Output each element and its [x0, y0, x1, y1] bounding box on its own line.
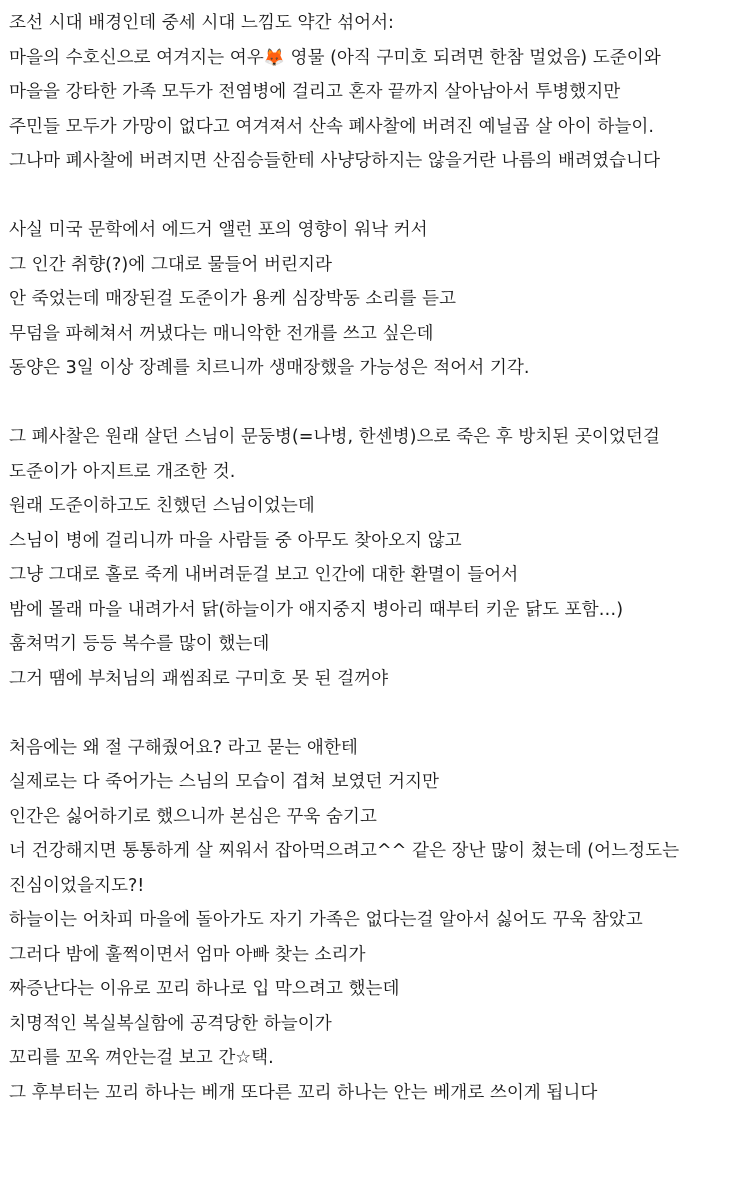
- text-line: 그 폐사찰은 원래 살던 스님이 문둥병(=나병, 한센병)으로 죽은 후 방치된 곳이었던걸: [9, 427, 660, 447]
- paragraph-gap: [9, 386, 741, 421]
- text-line: 동양은 3일 이상 장례를 치르니까 생매장했을 가능성은 적어서 기각.: [9, 358, 530, 378]
- text-line: 진심이었을지도?!: [9, 875, 145, 896]
- text-line: 너 건강해지면 통통하게 살 찌워서 잡아먹으려고^^ 같은 장난 많이 쳤는데 (어느정도는: [9, 841, 680, 861]
- text-line: 인간은 싫어하기로 했으니까 본심은 꾸욱 숨기고: [9, 806, 377, 827]
- text-line: 원래 도준이하고도 친했던 스님이었는데: [9, 496, 315, 516]
- text-line: 훔쳐먹기 등등 복수를 많이 했는데: [9, 634, 270, 654]
- text-line: 그거 땜에 부처님의 괘씸죄로 구미호 못 된 걸꺼야: [9, 668, 389, 689]
- text-line: 그 후부터는 꼬리 하나는 베개 또다른 꼬리 하나는 안는 베개로 쓰이게 됩니다: [9, 1082, 598, 1103]
- text-line: 그나마 폐사찰에 버려지면 산짐승들한테 사냥당하지는 않을거란 나름의 배려였습니다: [9, 151, 660, 171]
- text-line: 처음에는 왜 절 구해줬어요? 라고 묻는 애한테: [9, 737, 358, 758]
- text-line: 실제로는 다 죽어가는 스님의 모습이 겹쳐 보였던 거지만: [9, 772, 440, 792]
- fox-icon: 🦊: [263, 47, 285, 68]
- text-line: 조선 시대 배경인데 중세 시대 느낌도 약간 섞어서:: [9, 13, 394, 33]
- text-line: 짜증난다는 이유로 꼬리 하나로 입 막으려고 했는데: [9, 979, 400, 999]
- paragraph-gap: [9, 696, 741, 731]
- text-line: 하늘이는 어차피 마을에 돌아가도 자기 가족은 없다는걸 알아서 싫어도 꾸욱 참았고: [9, 910, 643, 930]
- text-line: 무덤을 파헤쳐서 꺼냈다는 매니악한 전개를 쓰고 싶은데: [9, 323, 434, 344]
- text-line: 밤에 몰래 마을 내려가서 닭(하늘이가 애지중지 병아리 때부터 키운 닭도 포함…): [9, 599, 624, 620]
- text-segment: 영물 (아직 구미호 되려면 한참 멀었음) 도준이와: [284, 47, 661, 68]
- text-segment: 마을의 수호신으로 여겨지는 여우: [9, 47, 264, 68]
- text-line: [9, 41, 741, 76]
- text-line: 안 죽었는데 매장된걸 도준이가 용케 심장박동 소리를 듣고: [9, 289, 457, 309]
- text-line: 그냥 그대로 홀로 죽게 내버려둔걸 보고 인간에 대한 환멸이 들어서: [9, 565, 519, 585]
- document-body: [9, 6, 741, 1110]
- text-line: 그러다 밤에 훌쩍이면서 엄마 아빠 찾는 소리가: [9, 944, 366, 965]
- text-line: 마을을 강타한 가족 모두가 전염병에 걸리고 혼자 끝까지 살아남아서 투병했지만: [9, 82, 621, 102]
- text-line: 그 인간 취향(?)에 그대로 물들어 버린지라: [9, 254, 332, 275]
- text-line: 치명적인 복실복실함에 공격당한 하늘이가: [9, 1013, 332, 1034]
- text-line: 꼬리를 꼬옥 껴안는걸 보고 간☆택.: [9, 1048, 274, 1068]
- text-line: 도준이가 아지트로 개조한 것.: [9, 461, 236, 482]
- paragraph-gap: [9, 179, 741, 214]
- text-line: 스님이 병에 걸리니까 마을 사람들 중 아무도 찾아오지 않고: [9, 530, 462, 551]
- text-line: 주민들 모두가 가망이 없다고 여겨져서 산속 폐사찰에 버려진 예닐곱 살 아이 하늘이.: [9, 116, 654, 137]
- text-line: 사실 미국 문학에서 에드거 앨런 포의 영향이 워낙 커서: [9, 220, 428, 240]
